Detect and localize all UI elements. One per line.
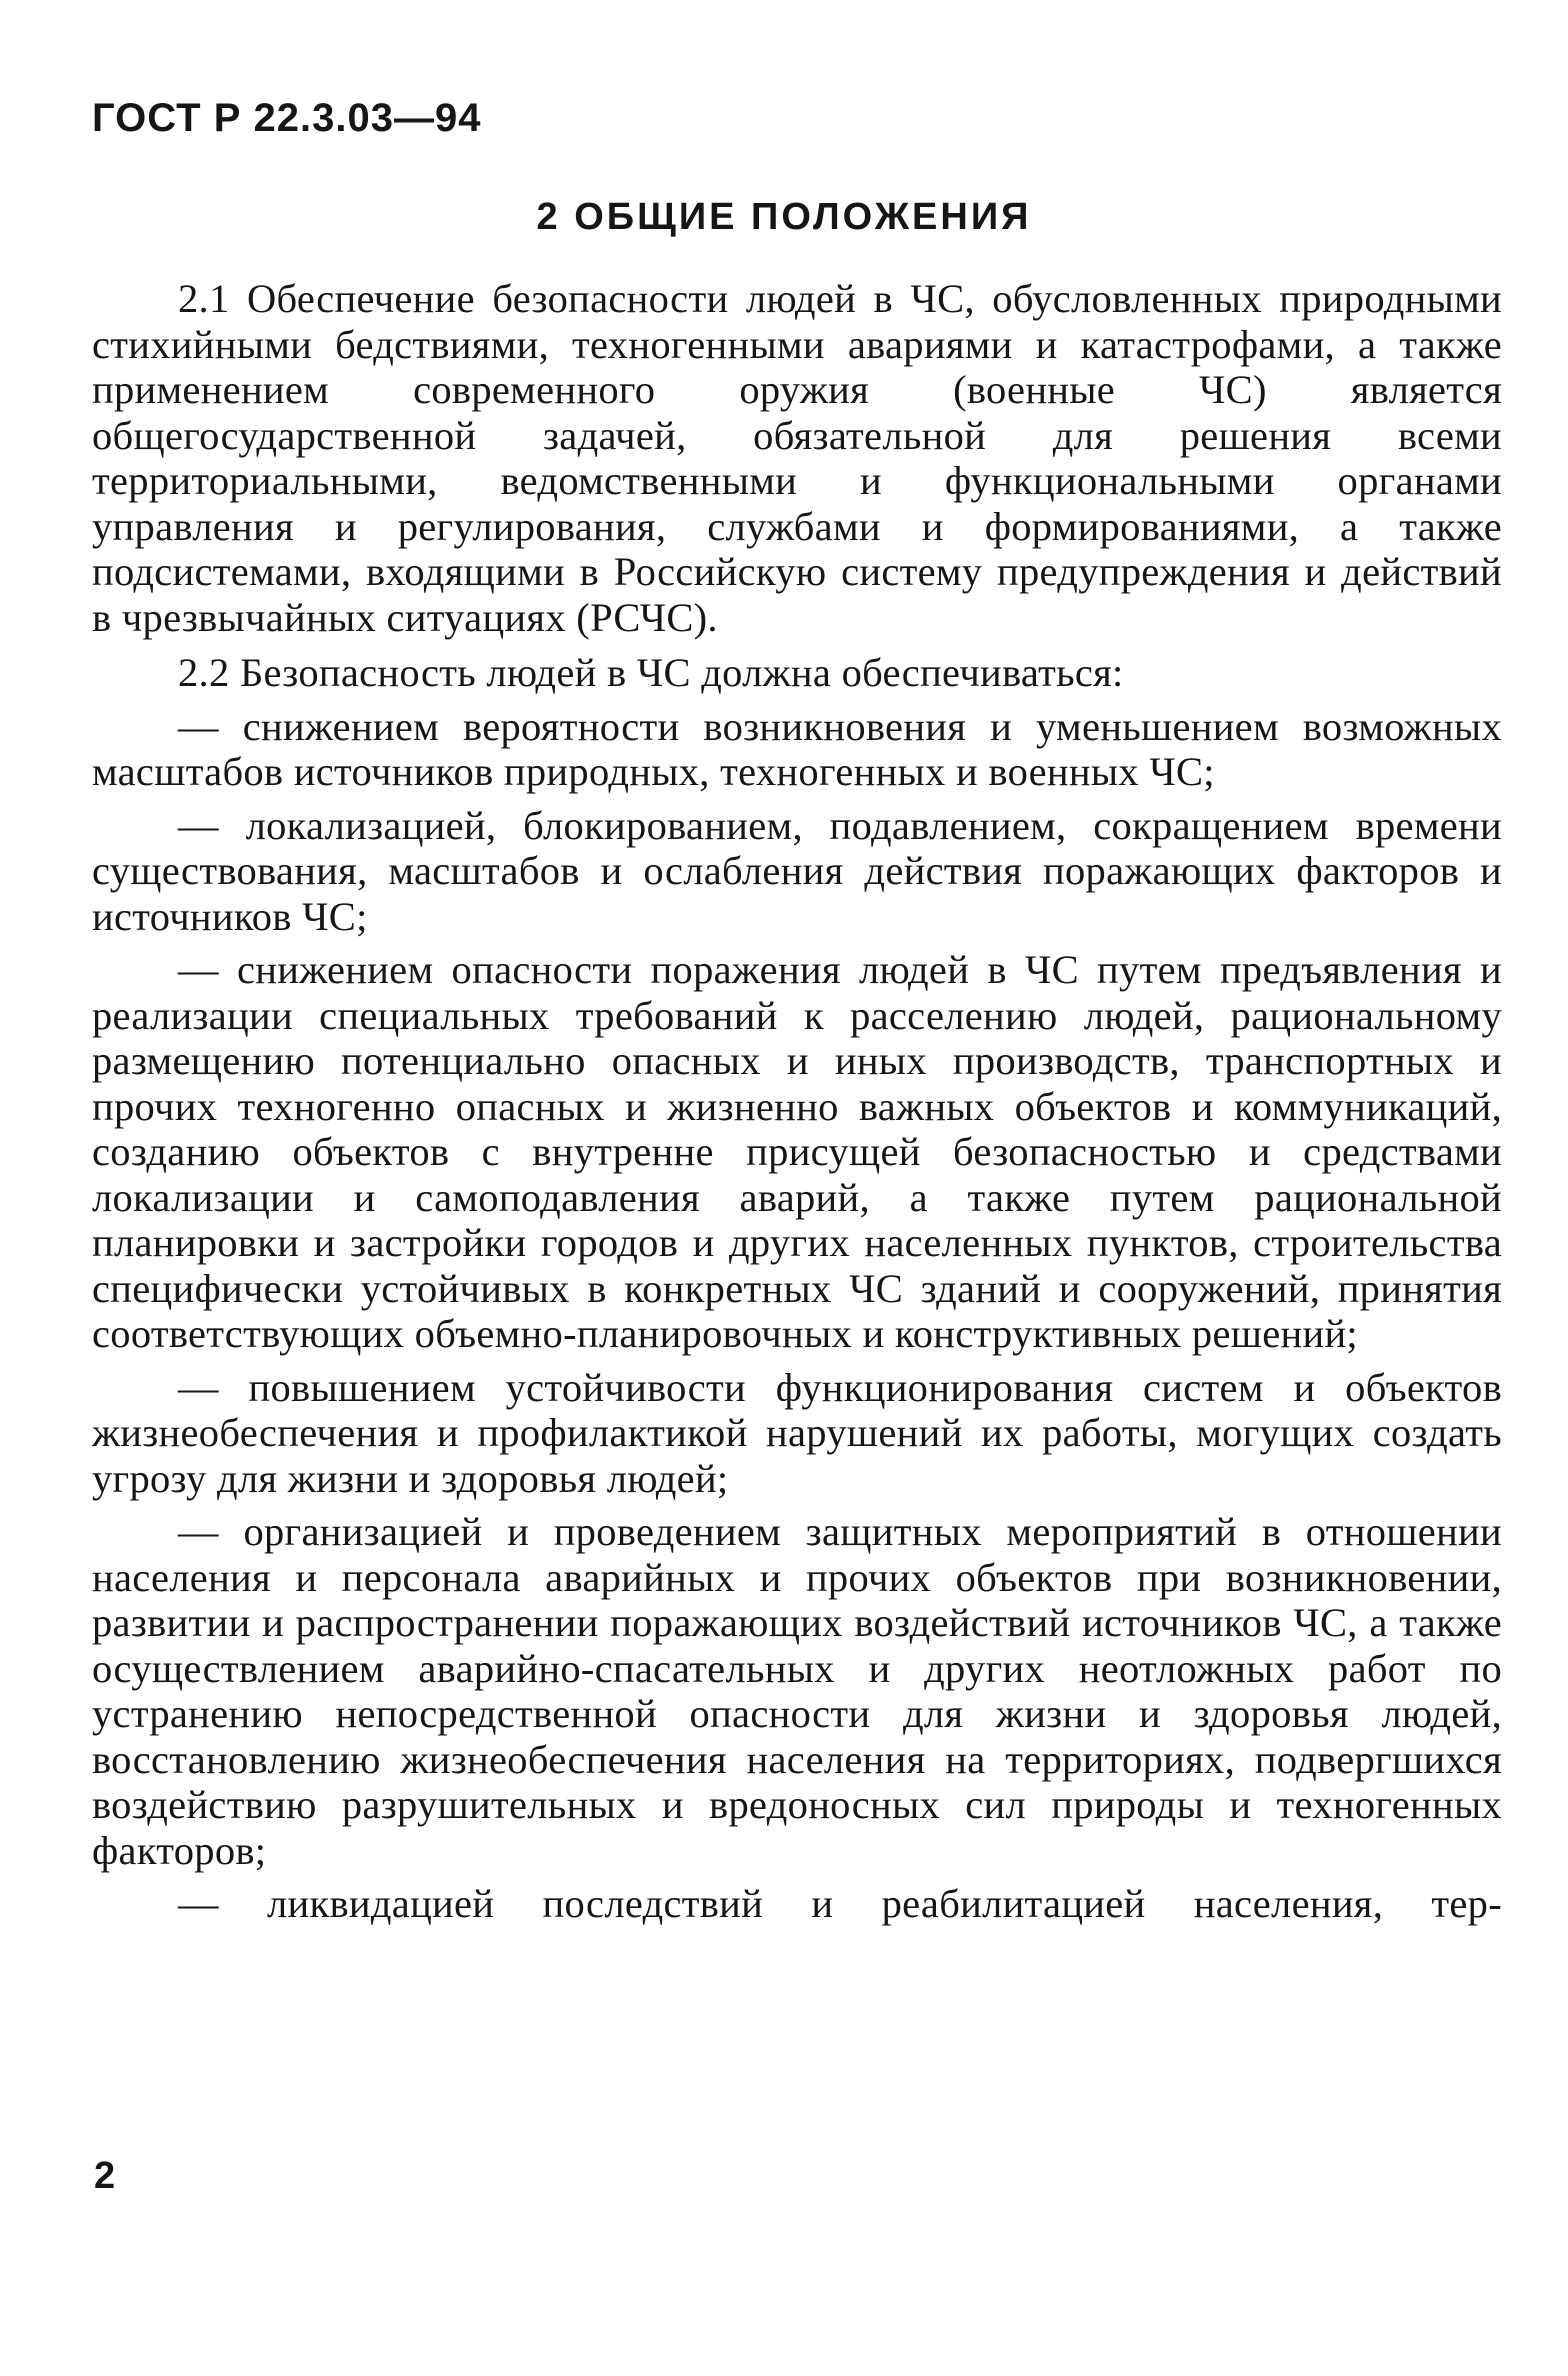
section-title: 2 ОБЩИЕ ПОЛОЖЕНИЯ bbox=[536, 196, 1032, 238]
list-item: — снижением опасности поражения людей в ЧС путем предъявления и реализации специальных требований к расселению людей, рациональному размещению потенциально опасных и иных производств, транспортных и прочих техногенно опасных и жизненно важных объектов и коммуникаций, созданию объектов с внутренне присущей безопасностью и средствами локализации и самоподавления аварий, а также путем рациональной планировки и застройки городов и других населенных пунктов, строительства специфически устойчивых в конкретных ЧС зданий и сооружений, принятия соответствующих объемно-планировочных и конструктивных решений; bbox=[92, 947, 1502, 1356]
list-item: — снижением вероятности возникновения и уменьшением возможных масштабов источников природных, техногенных и военных ЧС; bbox=[92, 703, 1502, 794]
list-item: — локализацией, блокированием, подавлением, сокращением времени существования, масштабов и ослабления действия поражающих факторов и источников ЧС; bbox=[92, 802, 1502, 939]
document-body bbox=[92, 276, 1502, 1935]
list-item: — организацией и проведением защитных мероприятий в отношении населения и персонала аварийных и прочих объектов при возникновении, развитии и распространении поражающих воздействий источников ЧС, а также осуществлением аварийно-спасательных и других неотложных работ по устранению непосредственной опасности для жизни и здоровья людей, восстановлению жизнеобеспечения населения на территориях, подвергшихся воздействию разрушительных и вредоносных сил природы и техногенных факторов; bbox=[92, 1509, 1502, 1873]
page-number: 2 bbox=[94, 2155, 116, 2197]
paragraph-2-1: 2.1 Обеспечение безопасности людей в ЧС, обусловленных природными стихийными бедствиями, техногенными авариями и катастрофами, а также применением современного оружия (военные ЧС) является общегосударственной задачей, обязательной для решения всеми территориальными, ведомственными и функциональными органами управления и регулирования, службами и формированиями, а также подсистемами, входящими в Российскую систему предупреждения и действий в чрезвычайных ситуациях (РСЧС). bbox=[92, 276, 1502, 640]
list-item: — ликвидацией последствий и реабилитацией населения, тер- bbox=[178, 1881, 1502, 1926]
list-item: — повышением устойчивости функционирования систем и объектов жизнеобеспечения и профилактикой нарушений их работы, могущих создать угрозу для жизни и здоровья людей; bbox=[92, 1364, 1502, 1501]
paragraph-2-2: 2.2 Безопасность людей в ЧС должна обеспечиваться: bbox=[178, 650, 1124, 695]
document-code-header: ГОСТ Р 22.3.03—94 bbox=[92, 96, 482, 140]
